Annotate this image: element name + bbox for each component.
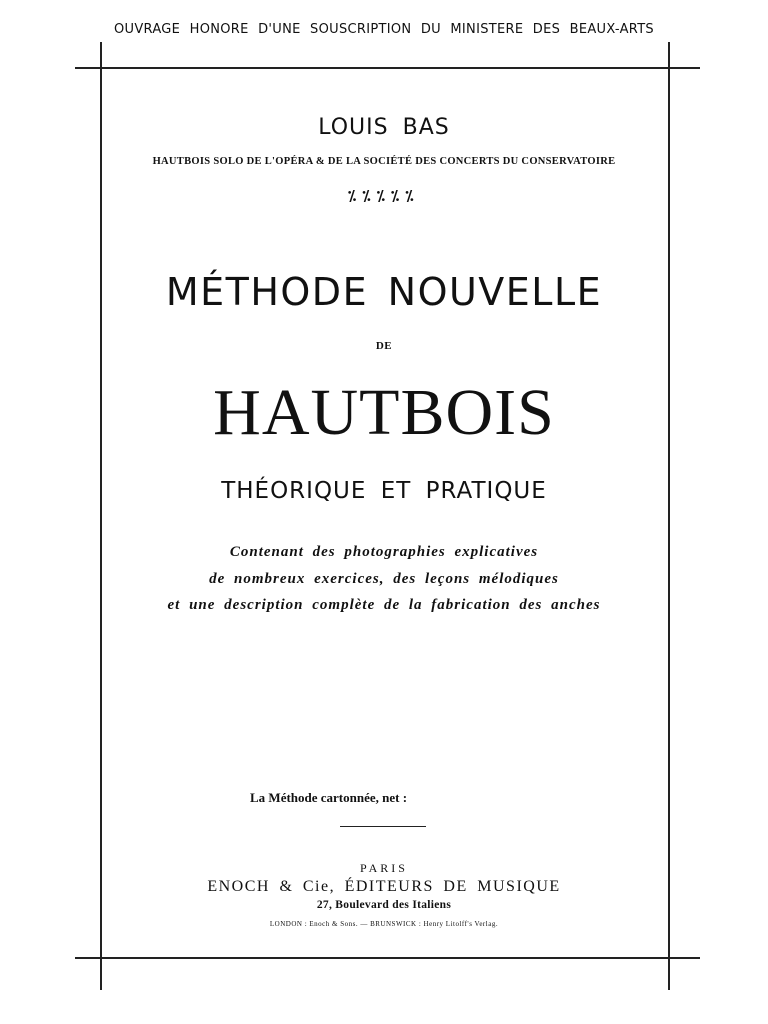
frame-left-rule — [100, 42, 102, 990]
price-label: La Méthode cartonnée, net : — [250, 790, 408, 805]
author-name: LOUIS BAS — [318, 115, 450, 140]
description-line: Contenant des photographies explicatives — [229, 544, 539, 560]
publisher-name: ENOCH & Cie, ÉDITEURS DE MUSIQUE — [207, 878, 561, 895]
subtitle: THÉORIQUE ET PRATIQUE — [221, 478, 547, 504]
price-rule — [340, 826, 426, 827]
frame-right-rule — [668, 42, 670, 990]
ornament-row: ⁒⁒⁒⁒⁒ — [348, 189, 420, 205]
publisher-city: PARIS — [360, 861, 408, 875]
description-line: et une description complète de la fabrication des anches — [167, 597, 601, 613]
title-line-2: HAUTBOIS — [213, 376, 555, 449]
title-line-1: MÉTHODE NOUVELLE — [165, 270, 603, 314]
publisher-address: 27, Boulevard des Italiens — [316, 899, 452, 911]
top-banner: OUVRAGE HONORE D'UNE SOUSCRIPTION DU MINISTERE DES BEAUX-ARTS — [114, 22, 654, 37]
frame-top-rule — [75, 67, 700, 69]
title-connector: DE — [375, 340, 393, 352]
frame-bottom-rule — [75, 957, 700, 959]
author-role: HAUTBOIS SOLO DE L'OPÉRA & DE LA SOCIÉTÉ DES CONCERTS DU CONSERVATOIRE — [152, 156, 616, 167]
publisher-agents: LONDON : Enoch & Sons. — BRUNSWICK : Henry Litolff's Verlag. — [269, 920, 499, 928]
description-line: de nombreux exercices, des leçons mélodiques — [209, 571, 559, 587]
